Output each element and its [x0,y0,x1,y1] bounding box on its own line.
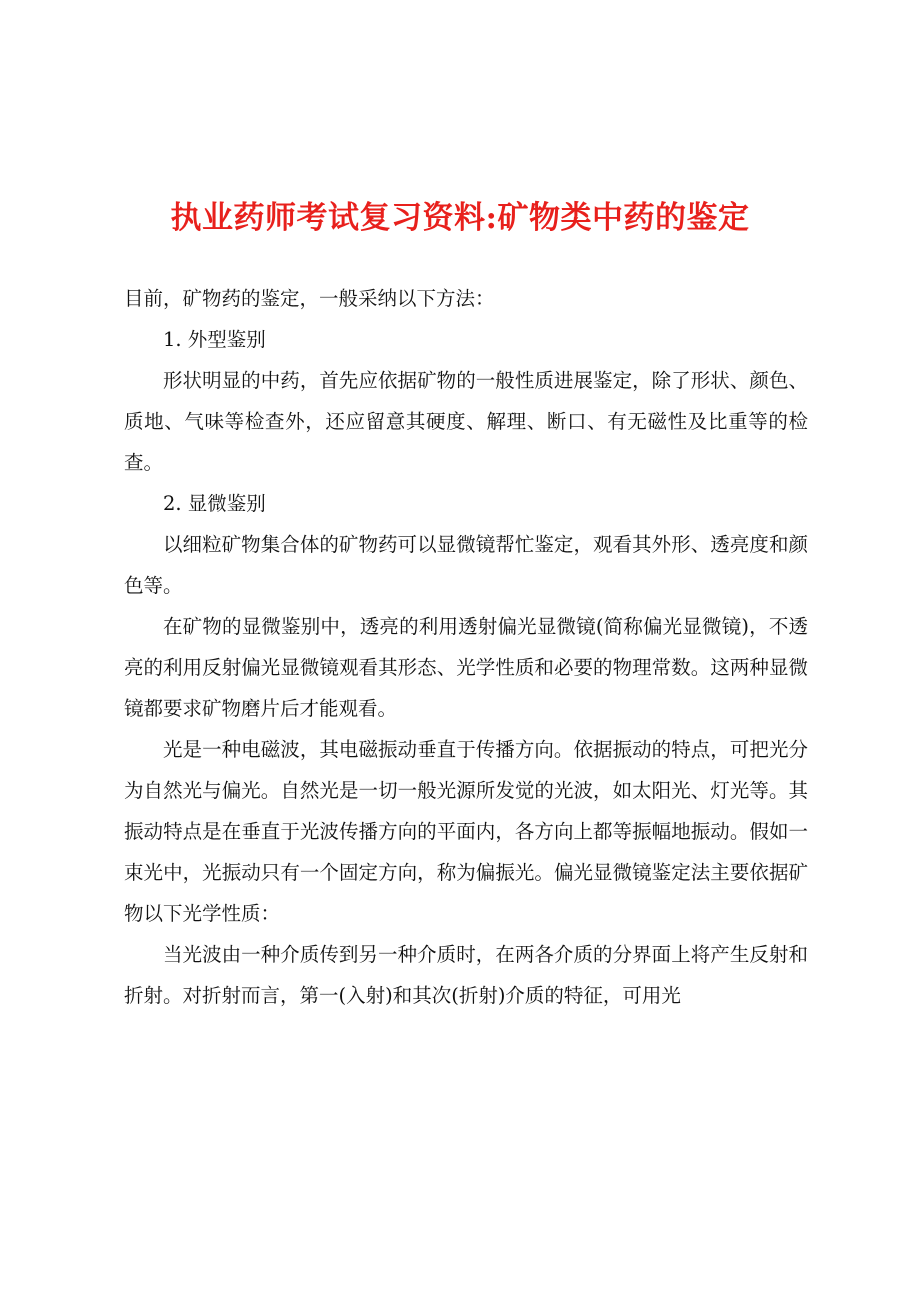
paragraph-light: 光是一种电磁波，其电磁振动垂直于传播方向。依据振动的特点，可把光分为自然光与偏光。自然光是一切一般光源所发觉的光波，如太阳光、灯光等。其振动特点是在垂直于光波传播方向的平面内，各方向上都等振幅地振动。假如一束光中，光振动只有一个固定方向，称为偏振光。偏光显微镜鉴定法主要依据矿物以下光学性质： [124,738,808,925]
paragraph-microscopy: 以细粒矿物集合体的矿物药可以显微镜帮忙鉴定，观看其外形、透亮度和颜色等。 [124,533,808,597]
section-heading-microscopy: 2. 显微鉴别 [163,492,266,515]
section-heading-appearance: 1. 外型鉴别 [163,328,266,351]
document-body [124,278,808,1016]
paragraph-refraction: 当光波由一种介质传到另一种介质时，在两各介质的分界面上将产生反射和折射。对折射而言，第一(入射)和其次(折射)介质的特征，可用光 [124,943,808,1007]
paragraph-appearance: 形状明显的中药，首先应依据矿物的一般性质进展鉴定，除了形状、颜色、质地、气味等检查外，还应留意其硬度、解理、断口、有无磁性及比重等的检查。 [124,369,808,474]
paragraph-polarizing-microscope: 在矿物的显微鉴别中，透亮的利用透射偏光显微镜(简称偏光显微镜)，不透亮的利用反射偏光显微镜观看其形态、光学性质和必要的物理常数。这两种显微镜都要求矿物磨片后才能观看。 [124,615,808,720]
paragraph-intro: 目前，矿物药的鉴定，一般采纳以下方法： [124,287,495,310]
document-title: 执业药师考试复习资料:矿物类中药的鉴定 [170,200,750,236]
